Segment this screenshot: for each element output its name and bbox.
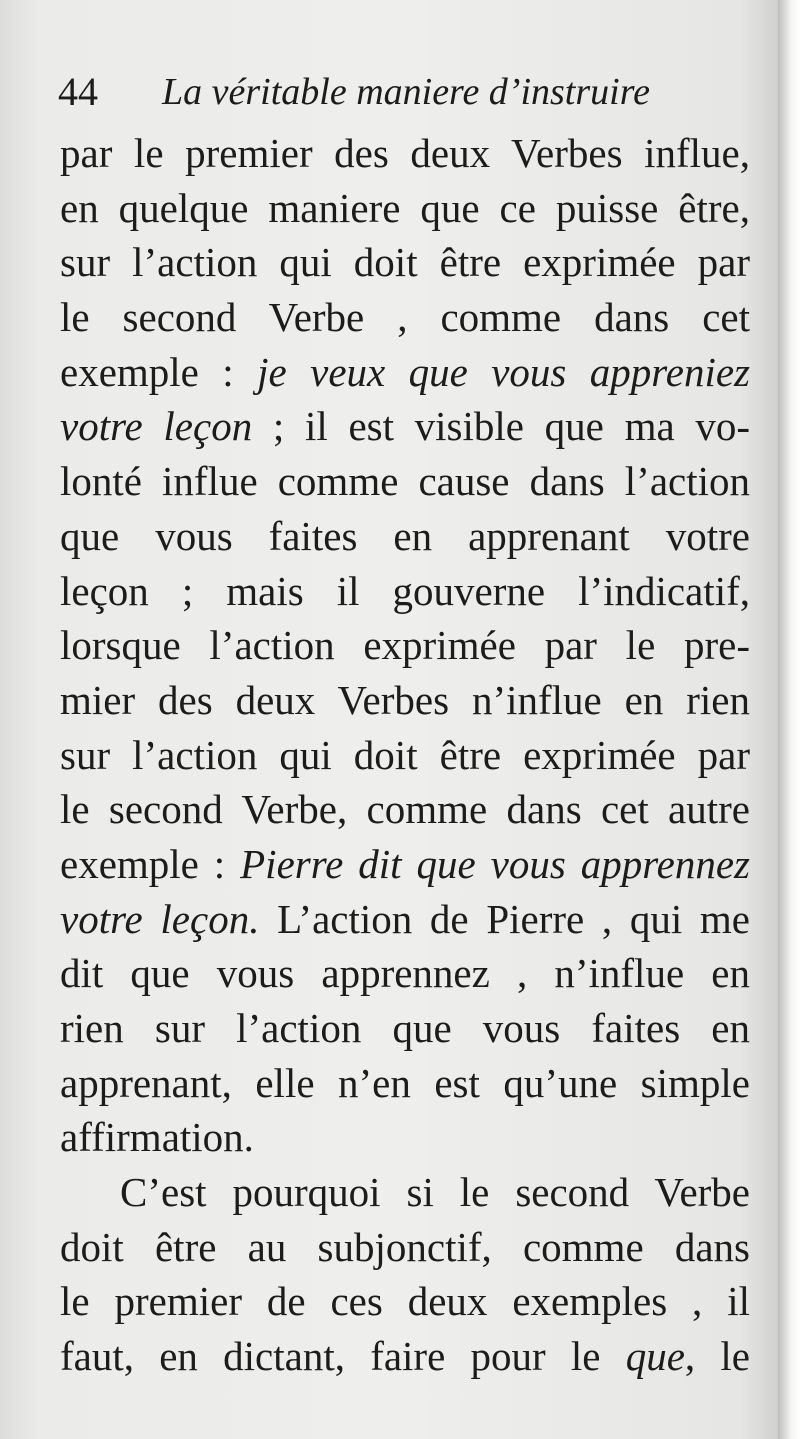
text-line: exemple : Pierre dit que vous apprennez [60,840,750,887]
text-line: dit que vous apprennez , n’influe en [60,950,750,997]
text-line: que vous faites en apprenant votre [60,512,750,559]
text-line: leçon ; mais il gouverne l’indicatif, [60,567,750,614]
text-line: en quelque maniere que ce puisse être, [60,184,750,231]
text-line: doit être au subjonctif, comme dans [60,1223,750,1270]
text-line: lorsque l’action exprimée par le pre- [60,622,750,669]
text-line: affirmation. [60,1114,254,1161]
italic-example: Pierre dit que vous apprennez [240,840,750,887]
text-line: le second Verbe, comme dans cet autre [60,786,750,833]
text-line: votre leçon ; il est visible que ma vo- [60,403,750,450]
text-line: sur l’action qui doit être exprimée par [60,731,750,778]
text-line: lonté influe comme cause dans l’action [60,458,750,505]
italic-example: que [625,1333,685,1380]
page-number: 44 [58,69,98,114]
text-line: le second Verbe , comme dans cet [60,294,750,341]
running-title: La véritable maniere d’instruire [162,71,650,113]
text-line: par le premier des deux Verbes influe, [60,130,750,176]
body-text [60,126,750,1384]
page-edge [778,0,800,1439]
paragraph-start-line: C’est pourquoi si le second Verbe [120,1169,750,1216]
text-line: le premier de ces deux exemples , il [60,1278,750,1325]
text-line: mier des deux Verbes n’influe en rien [60,676,750,723]
text-line: apprenant, elle n’en est qu’une simple [60,1059,750,1106]
text-line: sur l’action qui doit être exprimée par [60,239,750,286]
italic-example: votre leçon. [60,895,260,942]
text-line: rien sur l’action que vous faites en [60,1005,750,1051]
text-line: votre leçon. L’action de Pierre , qui me [60,895,750,942]
italic-example: votre leçon [60,403,253,450]
italic-example: je veux que vous appreniez [257,348,750,395]
text-line: faut, en dictant, faire pour le que, le [60,1333,750,1380]
text-line: exemple : je veux que vous appreniez [60,348,750,395]
running-header [58,62,708,118]
